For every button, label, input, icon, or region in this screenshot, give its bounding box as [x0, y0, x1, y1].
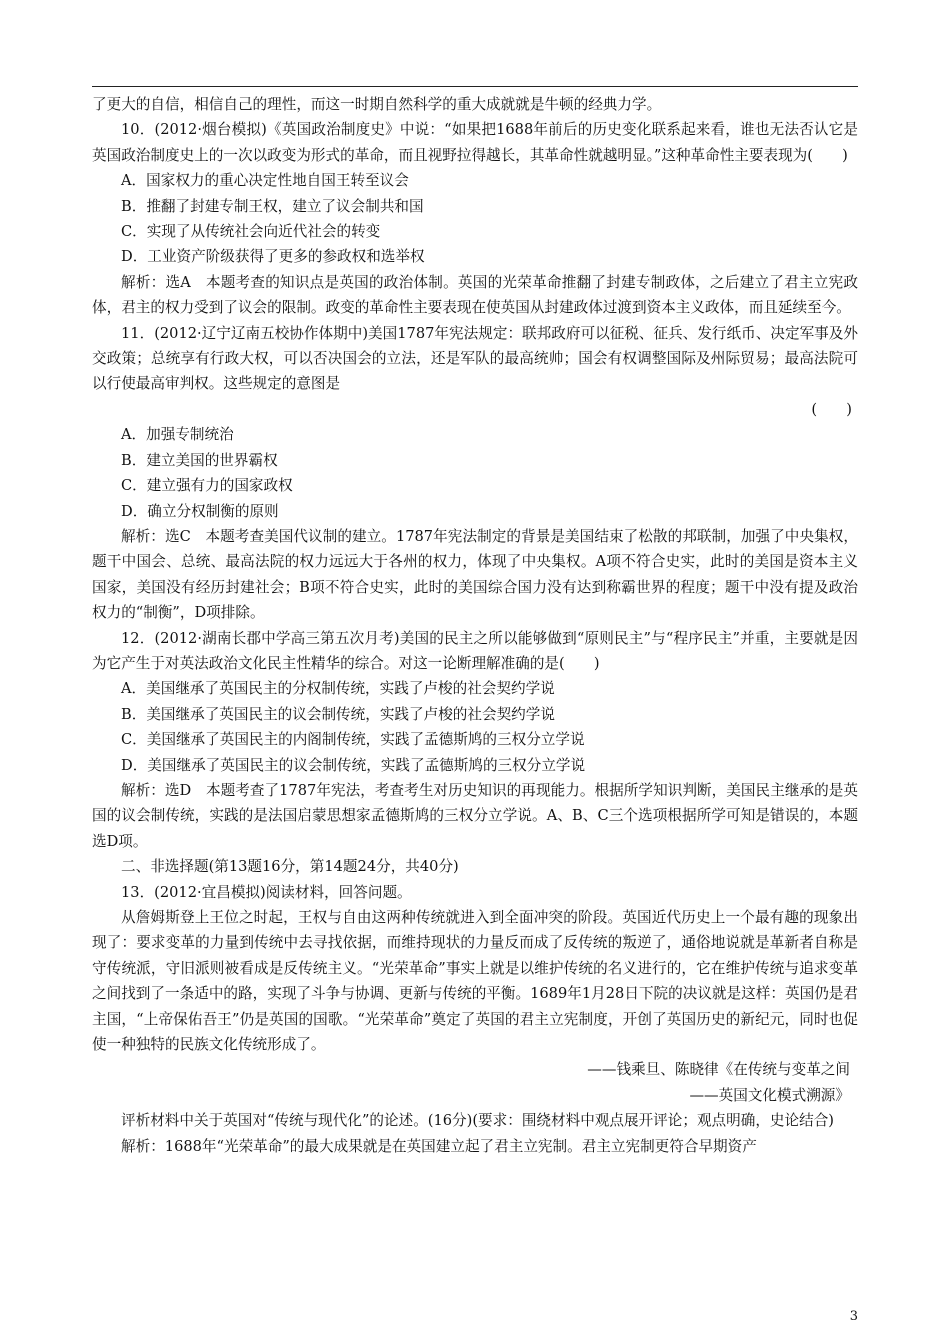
- q11-stem: 11．(2012·辽宁辽南五校协作体期中)美国1787年宪法规定：联邦政府可以征税、征兵、发行纸币、决定军事及外交政策；总统享有行政大权，可以否决国会的立法，还是军队的最高统帅；国会有权调整国际及州际贸易；最高法院可以行使最高审判权。这些规定的意图是: [92, 324, 858, 393]
- q11-answer-bracket: ( ): [811, 400, 852, 418]
- q13-question: 评析材料中关于英国对“传统与现代化”的论述。(16分)(要求：围绕材料中观点展开评论；观点明确，史论结合): [121, 1112, 834, 1130]
- q12-option-d: D．美国继承了英国民主的议会制传统，实践了孟德斯鸠的三权分立学说: [121, 756, 586, 774]
- q13-source-line-1: ——钱乘旦、陈晓律《在传统与变革之间: [587, 1061, 850, 1079]
- q11-option-d: D．确立分权制衡的原则: [121, 502, 279, 520]
- q12-option-c: C．美国继承了英国民主的内阁制传统，实践了孟德斯鸠的三权分立学说: [121, 731, 585, 749]
- q10-option-c: C．实现了从传统社会向近代社会的转变: [121, 223, 381, 241]
- section-heading: 二、非选择题(第13题16分，第14题24分，共40分): [121, 858, 459, 876]
- q13-analysis: 解析：1688年“光荣革命”的最大成果就是在英国建立起了君主立宪制。君主立宪制更符合早期资产: [121, 1137, 757, 1155]
- q10-option-b: B．推翻了封建专制王权，建立了议会制共和国: [121, 197, 424, 215]
- q13-stem: 13．(2012·宜昌模拟)阅读材料，回答问题。: [121, 883, 412, 901]
- q10-analysis: 解析：选A 本题考查的知识点是英国的政治体制。英国的光荣革命推翻了封建专制政体，之后建立了君主立宪政体，君主的权力受到了议会的限制。政变的革命性主要表现在使英国从封建政体过渡到资本主义政体，而且延续至今。: [92, 273, 858, 317]
- q11-option-a: A．加强专制统治: [121, 426, 234, 444]
- q10-option-d: D．工业资产阶级获得了更多的参政权和选举权: [121, 248, 425, 266]
- page-content: [92, 92, 858, 1159]
- intro-line: 了更大的自信，相信自己的理性，而这一时期自然科学的重大成就就是牛顿的经典力学。: [92, 96, 662, 113]
- page-number: 3: [849, 1309, 858, 1324]
- header-rule: [92, 86, 858, 87]
- q10-stem: 10．(2012·烟台模拟)《英国政治制度史》中说：“如果把1688年前后的历史变化联系起来看，谁也无法否认它是英国政治制度史上的一次以政变为形式的革命，而且视野拉得越长，其革命性就越明显。”这种革命性主要表现为( ): [92, 121, 858, 164]
- q11-option-c: C．建立强有力的国家政权: [121, 477, 293, 495]
- q11-option-b: B．建立美国的世界霸权: [121, 451, 278, 469]
- q12-option-a: A．美国继承了英国民主的分权制传统，实践了卢梭的社会契约学说: [121, 680, 555, 698]
- q13-material: 从詹姆斯登上王位之时起，王权与自由这两种传统就进入到全面冲突的阶段。英国近代历史上一个最有趣的现象出现了：要求变革的力量到传统中去寻找依据，而维持现状的力量反而成了反传统的叛逆了，通俗地说就是革新者自称是守传统派，守旧派则被看成是反传统主义。“光荣革命”事实上就是以维护传统的名义进行的，它在维护传统与追求变革之间找到了一条适中的路，实现了斗争与协调、更新与传统的平衡。1689年1月28日下院的决议就是这样：英国仍是君主国，“上帝保佑吾王”仍是英国的国歌。“光荣革命”奠定了英国的君主立宪制度，开创了英国历史的新纪元，同时也促使一种独特的民族文化传统形成了。: [92, 909, 858, 1054]
- q11-analysis: 解析：选C 本题考查美国代议制的建立。1787年宪法制定的背景是美国结束了松散的邦联制，加强了中央集权，题干中国会、总统、最高法院的权力远远大于各州的权力，体现了中央集权。A项不符合史实，此时的美国是资本主义国家，美国没有经历封建社会；B项不符合史实，此时的美国综合国力没有达到称霸世界的程度；题干中没有提及政治权力的“制衡”，D项排除。: [92, 527, 858, 622]
- q12-option-b: B．美国继承了英国民主的议会制传统，实践了卢梭的社会契约学说: [121, 705, 555, 723]
- q12-stem: 12．(2012·湖南长郡中学高三第五次月考)美国的民主之所以能够做到“原则民主”与“程序民主”并重，主要就是因为它产生于对英法政治文化民主性精华的综合。对这一论断理解准确的是( ): [92, 629, 858, 672]
- q12-analysis: 解析：选D 本题考查了1787年宪法，考查考生对历史知识的再现能力。根据所学知识判断，美国民主继承的是英国的议会制传统，实践的是法国启蒙思想家孟德斯鸠的三权分立学说。A、B、C三个选项根据所学可知是错误的，本题选D项。: [92, 781, 858, 850]
- q10-option-a: A．国家权力的重心决定性地自国王转至议会: [121, 172, 409, 190]
- q13-source-line-2: ——英国文化模式溯源》: [689, 1086, 850, 1104]
